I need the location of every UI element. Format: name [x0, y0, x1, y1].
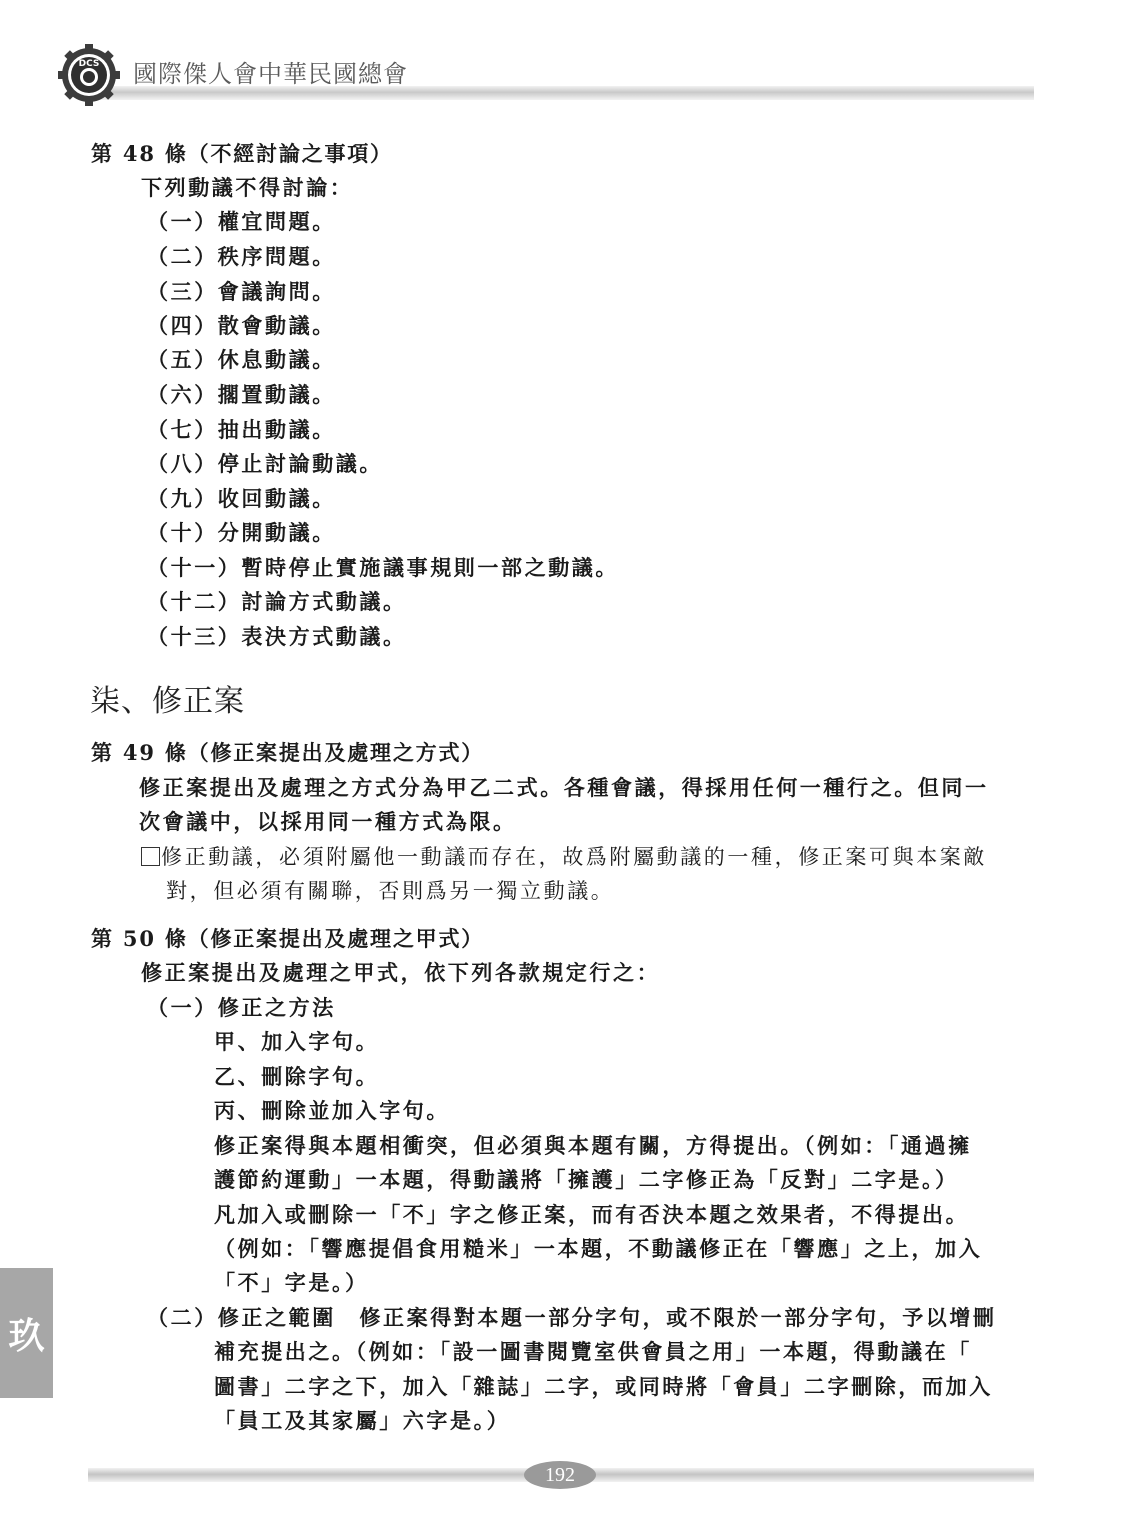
organization-logo — [58, 44, 120, 106]
sub-item: 乙、刪除字句。 — [214, 1064, 380, 1089]
paragraph-line: 「員工及其家屬」六字是。） — [214, 1408, 511, 1433]
article-48-title: 第 48 條（不經討論之事項） — [91, 141, 393, 166]
article-48-intro: 下列動議不得討論： — [141, 175, 354, 200]
note-checkbox-icon — [141, 847, 160, 866]
list-item: （十二）討論方式動議。 — [147, 589, 407, 614]
list-item: （六）擱置動議。 — [147, 382, 336, 407]
list-item: （八）停止討論動議。 — [147, 451, 383, 476]
list-item: （九）收回動議。 — [147, 486, 336, 511]
chapter-side-tab — [0, 1268, 53, 1398]
page-number-badge — [524, 1461, 596, 1489]
list-item: （一）權宜問題。 — [147, 209, 336, 234]
paragraph-line: 次會議中，以採用同一種方式為限。 — [139, 809, 517, 834]
note-line: 對，但必須有關聯，否則爲另一獨立動議。 — [166, 879, 615, 903]
list-item: （三）會議詢問。 — [147, 279, 336, 304]
list-item: （五）休息動議。 — [147, 347, 336, 372]
paragraph-line: 護節約運動」一本題，得動議將「擁護」二字修正為「反對」二字是。） — [214, 1167, 959, 1192]
sub-item: 丙、刪除並加入字句。 — [214, 1098, 450, 1123]
note-text: 修正動議，必須附屬他一動議而存在，故爲附屬動議的一種，修正案可與本案敵 — [161, 845, 987, 869]
list-item: （十三）表決方式動議。 — [147, 624, 407, 649]
section-heading: 柒、修正案 — [90, 684, 245, 719]
article-50-title: 第 50 條（修正案提出及處理之甲式） — [91, 926, 485, 951]
list-item: （十）分開動議。 — [147, 520, 336, 545]
logo-text: DCS — [78, 59, 100, 69]
paragraph-line: 「不」字是。） — [214, 1270, 369, 1295]
item-heading: （一）修正之方法 — [147, 995, 336, 1020]
paragraph-line: 圖書」二字之下，加入「雜誌」二字，或同時將「會員」二字刪除，而加入 — [214, 1374, 993, 1399]
paragraph-line: （二）修正之範圍 修正案得對本題一部分字句，或不限於一部分字句，予以增刪 — [147, 1305, 997, 1330]
organization-name: 國際傑人會中華民國總會 — [133, 60, 408, 88]
paragraph-line: 修正案提出及處理之方式分為甲乙二式。各種會議，得採用任何一種行之。但同一 — [139, 775, 989, 800]
article-50-intro: 修正案提出及處理之甲式，依下列各款規定行之： — [141, 960, 661, 985]
paragraph-line: 補充提出之。（例如：「設一圖書閱覽室供會員之用」一本題，得動議在「 — [214, 1339, 972, 1364]
page-header — [0, 0, 1123, 110]
note-line — [141, 842, 987, 872]
article-49-title: 第 49 條（修正案提出及處理之方式） — [91, 740, 485, 765]
sub-item: 甲、加入字句。 — [214, 1029, 380, 1054]
paragraph-line: 凡加入或刪除一「不」字之修正案，而有否決本題之效果者，不得提出。 — [214, 1202, 970, 1227]
paragraph-line: 修正案得與本題相衝突，但必須與本題有關，方得提出。（例如：「通過擁 — [214, 1133, 972, 1158]
list-item: （四）散會動議。 — [147, 313, 336, 338]
list-item: （十一）暫時停止實施議事規則一部之動議。 — [147, 555, 619, 580]
header-rule — [86, 86, 1034, 100]
page-number: 192 — [545, 1464, 575, 1486]
chapter-tab-label: 玖 — [8, 1314, 45, 1357]
list-item: （二）秩序問題。 — [147, 244, 336, 269]
paragraph-line: （例如：「響應提倡食用糙米」一本題，不動議修正在「響應」之上，加入 — [214, 1236, 983, 1261]
list-item: （七）抽出動議。 — [147, 417, 336, 442]
